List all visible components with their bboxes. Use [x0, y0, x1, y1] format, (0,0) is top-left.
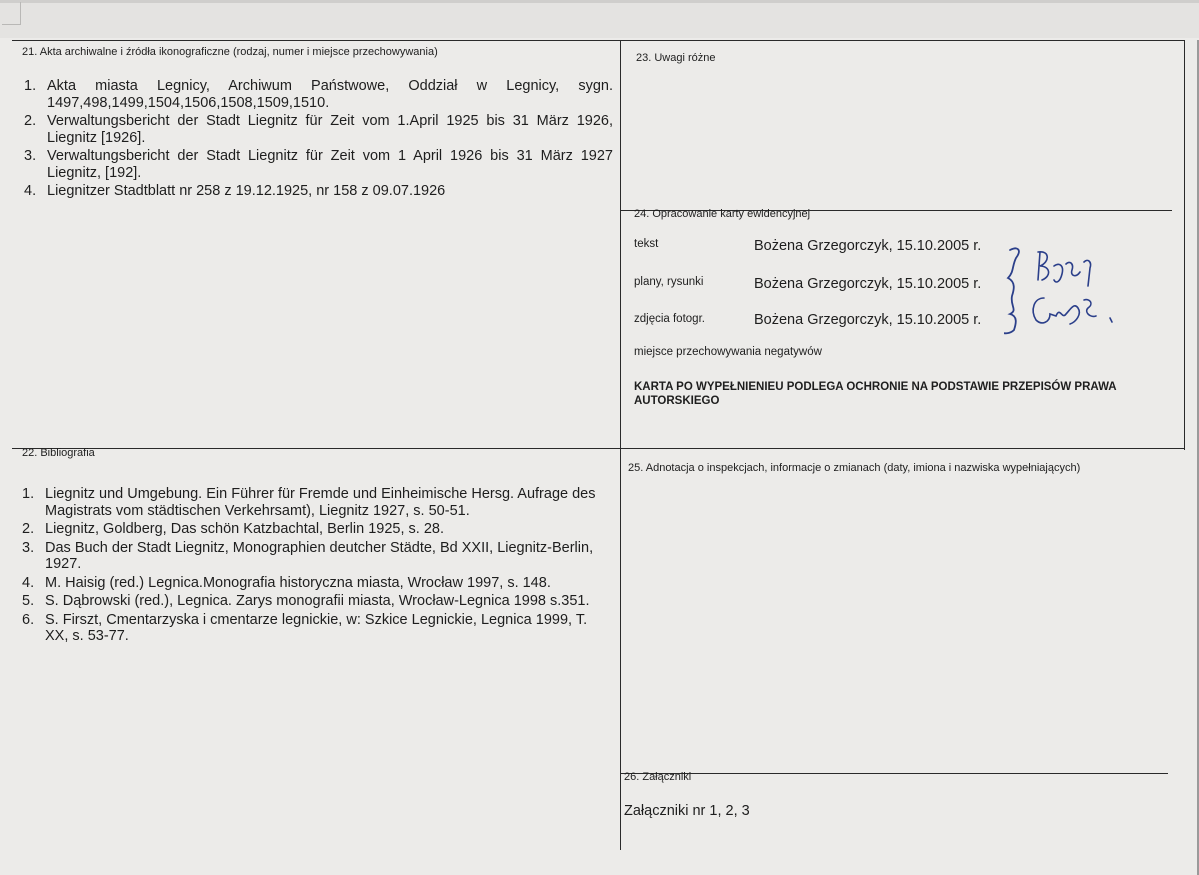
top-edge-line: [0, 0, 1199, 3]
item-text: S. Dąbrowski (red.), Legnica. Zarys monografii miasta, Wrocław-Legnica 1998 s.351.: [45, 593, 590, 609]
item-number: 2.: [24, 113, 37, 129]
right-border: [1184, 40, 1185, 450]
middle-rule: [12, 448, 1184, 449]
list-item: [22, 521, 613, 538]
handwritten-signature: [1004, 236, 1124, 346]
section-23-title: 23. Uwagi różne: [636, 52, 716, 64]
list-item: [22, 486, 613, 519]
row-label-text: tekst: [634, 238, 659, 250]
list-item: [24, 78, 613, 111]
row-label-photos: zdjęcia fotogr.: [634, 313, 705, 325]
section-24-title: 24. Opracowanie karty ewidencyjnej: [634, 208, 811, 220]
item-number: 2.: [22, 521, 35, 537]
archive-list: [24, 78, 613, 202]
section-25-title: 25. Adnotacja o inspekcjach, informacje o zmianach (daty, imiona i nazwiska wypełniających): [628, 462, 1081, 474]
section-21-title: 21. Akta archiwalne i źródła ikonograficzne (rodzaj, numer i miejsce przechowywania): [22, 46, 438, 58]
row-label-plans: plany, rysunki: [634, 276, 704, 288]
corner-mark: [2, 2, 21, 25]
item-number: 4.: [24, 183, 37, 199]
list-item: [24, 183, 613, 200]
list-item: [24, 113, 613, 146]
item-text: M. Haisig (red.) Legnica.Monografia historyczna miasta, Wrocław 1997, s. 148.: [45, 574, 551, 591]
negatives-location-label: miejsce przechowywania negatywów: [634, 346, 822, 358]
list-item: [22, 575, 613, 592]
copyright-notice: KARTA PO WYPEŁNIENIEU PODLEGA OCHRONIE NA PODSTAWIE PRZEPISÓW PRAWA AUTORSKIEGO: [634, 381, 1117, 407]
bibliography-list: [22, 486, 613, 647]
item-text: Liegnitz, Goldberg, Das schön Katzbachtal, Berlin 1925, s. 28.: [45, 521, 444, 537]
item-number: 5.: [22, 593, 35, 609]
attachments-value: Załączniki nr 1, 2, 3: [624, 803, 750, 819]
item-text: Verwaltungsbericht der Stadt Liegnitz für Zeit vom 1 April 1926 bis 31 März 1927 Liegnitz, [192].: [47, 148, 613, 181]
section-22-title: 22. Bibliografia: [22, 447, 95, 459]
item-number: 6.: [22, 611, 35, 628]
row-value-plans: Bożena Grzegorczyk, 15.10.2005 r.: [754, 276, 982, 292]
list-item: [22, 593, 613, 610]
item-text: Liegnitz und Umgebung. Ein Führer für Fremde und Einheimische Hersg. Aufrage des Magistrats vom städtischen Verkehrsamt), Liegnitz 1927, s. 50-51.: [45, 486, 596, 519]
item-number: 3.: [24, 148, 37, 164]
item-text: Liegnitzer Stadtblatt nr 258 z 19.12.1925, nr 158 z 09.07.1926: [47, 183, 446, 199]
item-number: 3.: [22, 539, 35, 556]
list-item: [24, 148, 613, 181]
item-text: Verwaltungsbericht der Stadt Liegnitz für Zeit vom 1.April 1925 bis 31 März 1926, Liegnitz [1926].: [47, 113, 613, 146]
row-value-photos: Bożena Grzegorczyk, 15.10.2005 r.: [754, 312, 982, 328]
item-text: S. Firszt, Cmentarzyska i cmentarze legnickie, w: Szkice Legnickie, Legnica 1999, T. XX, s. 53-77.: [45, 611, 588, 644]
item-number: 1.: [22, 486, 35, 502]
row-value-text: Bożena Grzegorczyk, 15.10.2005 r.: [754, 238, 982, 254]
item-text: Akta miasta Legnicy, Archiwum Państwowe, Oddział w Legnicy, sygn. 1497,498,1499,1504,1506,1508,1509,1510.: [47, 78, 613, 111]
top-scan-band: [0, 0, 1199, 38]
item-number: 1.: [24, 78, 37, 94]
top-rule: [12, 40, 1184, 41]
item-number: 4.: [22, 574, 35, 591]
rule-26: [620, 773, 1168, 774]
list-item: [22, 612, 613, 645]
column-divider: [620, 40, 621, 850]
section-26-title: 26. Załączniki: [624, 771, 692, 783]
list-item: [22, 540, 613, 573]
item-text: Das Buch der Stadt Liegnitz, Monographien deutcher Städte, Bd XXII, Liegnitz-Berlin, 1927.: [45, 539, 594, 572]
